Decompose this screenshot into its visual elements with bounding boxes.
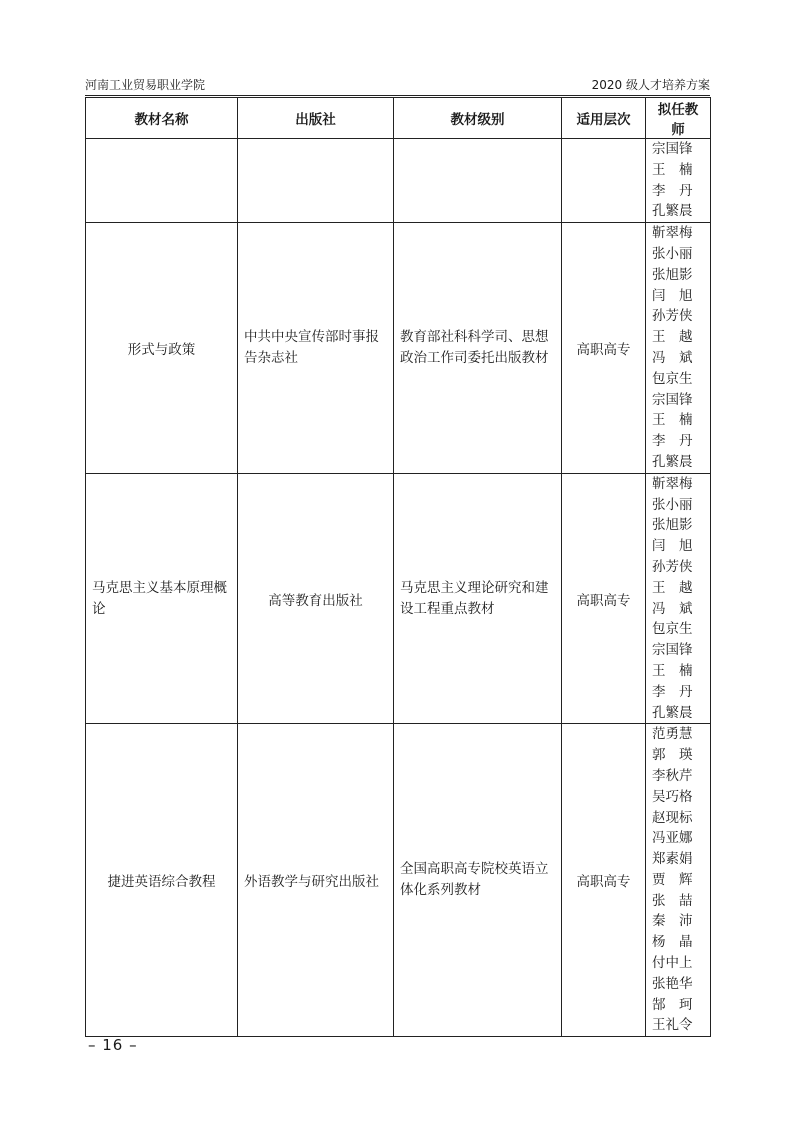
cell-applicable-tier: 高职高专	[562, 473, 646, 724]
column-header-textbook-name: 教材名称	[86, 98, 238, 139]
teacher-name: 靳翠梅	[652, 225, 693, 242]
page-number: – 16 –	[88, 1036, 138, 1054]
teacher-name: 张 喆	[652, 892, 693, 909]
cell-publisher: 高等教育出版社	[238, 473, 394, 724]
cell-textbook-level	[394, 139, 562, 223]
cell-publisher	[238, 139, 394, 223]
cell-applicable-tier: 高职高专	[562, 223, 646, 474]
header-school-name: 河南工业贸易职业学院	[85, 78, 206, 92]
cell-applicable-tier: 高职高专	[562, 724, 646, 1037]
cell-teachers	[646, 139, 711, 223]
header-document-title: 2020 级人才培养方案	[591, 78, 710, 92]
teacher-name: 孙芳侠	[652, 308, 693, 325]
teacher-name: 张旭影	[652, 266, 693, 283]
table-row	[86, 139, 711, 223]
cell-applicable-tier	[562, 139, 646, 223]
teacher-name: 宗国锋	[652, 391, 693, 408]
teacher-name: 张艳华	[652, 975, 693, 992]
teacher-name: 李 丹	[652, 433, 693, 450]
teacher-name: 孔繁晨	[652, 203, 693, 220]
teacher-name: 秦 沛	[652, 913, 693, 930]
teacher-name: 李 丹	[652, 182, 693, 199]
teacher-name: 王 楠	[652, 412, 693, 429]
teacher-list	[652, 724, 704, 1036]
teacher-name: 郜 珂	[652, 996, 693, 1013]
cell-textbook-name: 形式与政策	[86, 223, 238, 474]
teacher-name: 包京生	[652, 370, 693, 387]
teacher-name: 冯 斌	[652, 349, 693, 366]
teacher-list	[652, 223, 704, 473]
teacher-name: 贾 辉	[652, 871, 693, 888]
column-header-publisher: 出版社	[238, 98, 394, 139]
page-header	[85, 76, 710, 94]
cell-textbook-name: 马克思主义基本原理概论	[86, 473, 238, 724]
cell-textbook-level: 教育部社科科学司、思想政治工作司委托出版教材	[394, 223, 562, 474]
teacher-name: 冯亚娜	[652, 830, 693, 847]
column-header-applicable-tier: 适用层次	[562, 98, 646, 139]
teacher-name: 王 楠	[652, 662, 693, 679]
teacher-list	[652, 139, 704, 222]
cell-publisher: 中共中央宣传部时事报告杂志社	[238, 223, 394, 474]
teacher-name: 范勇慧	[652, 726, 693, 743]
cell-textbook-level: 马克思主义理论研究和建设工程重点教材	[394, 473, 562, 724]
teacher-name: 张旭影	[652, 517, 693, 534]
column-header-teachers: 拟任教师	[646, 98, 711, 139]
teacher-name: 张小丽	[652, 496, 693, 513]
teacher-name: 李秋芹	[652, 767, 693, 784]
teacher-name: 付中上	[652, 955, 693, 972]
cell-teachers	[646, 724, 711, 1037]
teacher-name: 宗国锋	[652, 141, 693, 157]
teacher-name: 闫 旭	[652, 538, 693, 555]
teacher-name: 杨 晶	[652, 934, 693, 951]
teacher-name: 包京生	[652, 621, 693, 638]
teacher-name: 孙芳侠	[652, 558, 693, 575]
cell-publisher: 外语教学与研究出版社	[238, 724, 394, 1037]
table-row	[86, 724, 711, 1037]
table-row	[86, 223, 711, 474]
column-header-textbook-level: 教材级别	[394, 98, 562, 139]
teacher-name: 郑素娟	[652, 851, 693, 868]
cell-teachers	[646, 473, 711, 724]
teacher-name: 张小丽	[652, 245, 693, 262]
teacher-name: 孔繁晨	[652, 453, 693, 470]
table-row	[86, 473, 711, 724]
textbook-table	[85, 97, 711, 1037]
teacher-name: 冯 斌	[652, 600, 693, 617]
teacher-name: 王 楠	[652, 161, 693, 178]
teacher-name: 王 越	[652, 579, 693, 596]
teacher-list	[652, 474, 704, 724]
header-rule	[85, 95, 710, 96]
teacher-name: 闫 旭	[652, 287, 693, 304]
teacher-name: 孔繁晨	[652, 704, 693, 721]
table-header-row	[86, 98, 711, 139]
teacher-name: 王 越	[652, 329, 693, 346]
teacher-name: 赵现标	[652, 809, 693, 826]
cell-textbook-level: 全国高职高专院校英语立体化系列教材	[394, 724, 562, 1037]
teacher-name: 郭 瑛	[652, 747, 693, 764]
cell-textbook-name: 捷进英语综合教程	[86, 724, 238, 1037]
teacher-name: 王礼令	[652, 1017, 693, 1034]
teacher-name: 靳翠梅	[652, 475, 693, 492]
teacher-name: 吴巧格	[652, 788, 693, 805]
teacher-name: 宗国锋	[652, 642, 693, 659]
cell-teachers	[646, 223, 711, 474]
teacher-name: 李 丹	[652, 683, 693, 700]
cell-textbook-name	[86, 139, 238, 223]
